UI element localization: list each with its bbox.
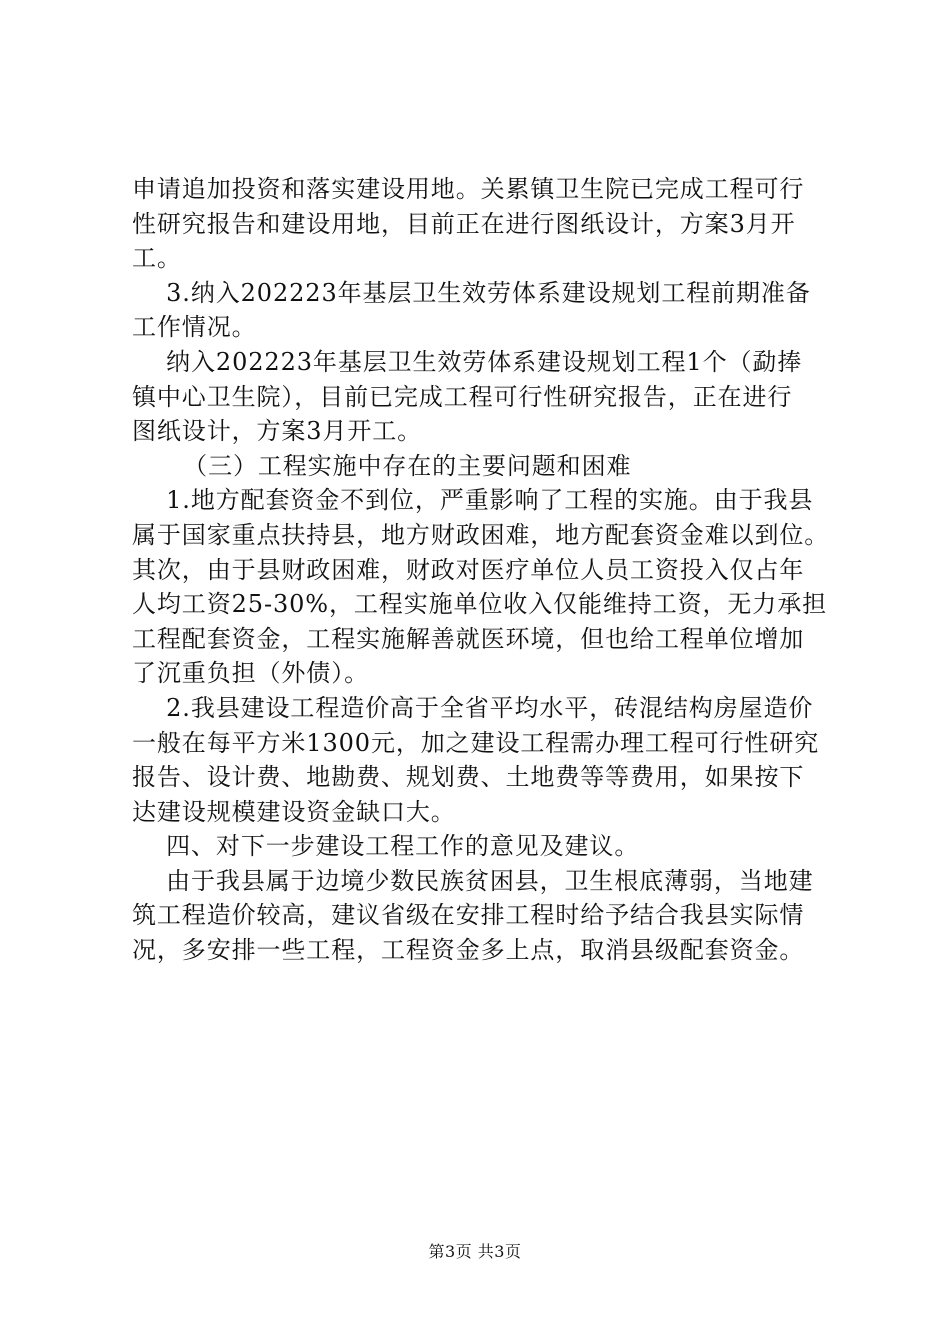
text-line: 达建设规模建设资金缺口大。 — [132, 797, 456, 826]
text-line: 3.纳入202223年基层卫生效劳体系建设规划工程前期准备 — [132, 278, 811, 307]
text-line: 工程配套资金，工程实施解善就医环境，但也给工程单位增加 — [132, 624, 805, 653]
text-line: 属于国家重点扶持县，地方财政困难，地方配套资金难以到位。 — [132, 520, 830, 549]
text-line: 筑工程造价较高，建议省级在安排工程时给予结合我县实际情 — [132, 901, 805, 930]
text-line: 况，多安排一些工程，工程资金多上点，取消县级配套资金。 — [132, 936, 805, 965]
section-heading: （三）工程实施中存在的主要问题和困难 — [132, 451, 632, 480]
page-number-label: 第3页 共3页 — [428, 1242, 522, 1261]
text-line: 一般在每平方米1300元，加之建设工程需办理工程可行性研究 — [132, 728, 820, 757]
text-line: 工作情况。 — [132, 313, 257, 342]
document-body — [132, 172, 832, 968]
text-line: 报告、设计费、地勘费、规划费、土地费等等费用，如果按下 — [132, 763, 805, 792]
text-line: 由于我县属于边境少数民族贫困县，卫生根底薄弱，当地建 — [132, 866, 814, 895]
text-line: 人均工资25-30%，工程实施单位收入仅能维持工资，无力承担 — [132, 590, 827, 619]
text-line: 工。 — [132, 244, 182, 273]
section-heading: 四、对下一步建设工程工作的意见及建议。 — [132, 832, 640, 861]
text-line: 性研究报告和建设用地，目前正在进行图纸设计，方案3月开 — [132, 209, 796, 238]
text-line: 其次，由于县财政困难，财政对医疗单位人员工资投入仅占年 — [132, 555, 805, 584]
text-line: 1.地方配套资金不到位，严重影响了工程的实施。由于我县 — [132, 486, 814, 515]
page-footer — [0, 1242, 950, 1262]
text-line: 镇中心卫生院），目前已完成工程可行性研究报告，正在进行 — [132, 382, 793, 411]
text-line: 了沉重负担（外债）。 — [132, 659, 369, 688]
text-line: 2.我县建设工程造价高于全省平均水平，砖混结构房屋造价 — [132, 693, 814, 722]
text-line: 申请追加投资和落实建设用地。关累镇卫生院已完成工程可行 — [132, 175, 805, 203]
text-line: 图纸设计，方案3月开工。 — [132, 417, 423, 446]
text-line: 纳入202223年基层卫生效劳体系建设规划工程1个（勐捧 — [132, 347, 803, 376]
